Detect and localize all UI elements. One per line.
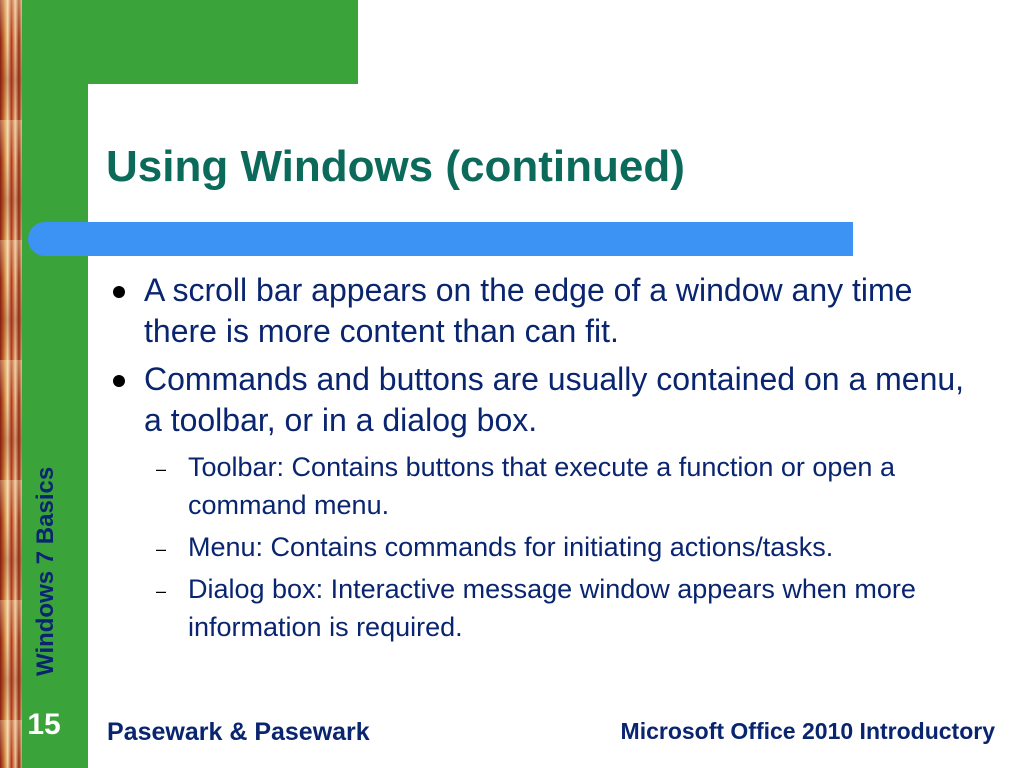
- footer-author: Pasewark & Pasewark: [107, 718, 370, 746]
- slide-title: Using Windows (continued): [106, 142, 685, 191]
- bullet-text: Commands and buttons are usually contained on a menu, a toolbar, or in a dialog box.: [144, 361, 965, 438]
- footer-course: Microsoft Office 2010 Introductory: [620, 718, 995, 744]
- title-underline-bar: [28, 222, 853, 256]
- sub-bullet-item: [106, 570, 986, 646]
- green-top-frame: [22, 0, 358, 84]
- bullet-text: A scroll bar appears on the edge of a window any time there is more content than can fit.: [144, 272, 913, 349]
- dash-marker-icon: –: [156, 459, 167, 479]
- decorative-flower-strip: [0, 0, 22, 768]
- bullet-item: [106, 359, 986, 441]
- sub-bullet-text: Toolbar: Contains buttons that execute a function or open a command menu.: [188, 452, 895, 520]
- bullet-item: [106, 270, 986, 352]
- sub-bullet-item: [106, 448, 986, 524]
- sub-bullet-item: [106, 528, 986, 566]
- sub-bullet-text: Menu: Contains commands for initiating actions/tasks.: [188, 532, 834, 562]
- dash-marker-icon: –: [156, 539, 167, 559]
- page-number: 15: [27, 708, 61, 741]
- sub-bullet-text: Dialog box: Interactive message window appears when more information is required.: [188, 574, 916, 642]
- bullet-dot-icon: [113, 286, 125, 298]
- dash-marker-icon: –: [156, 581, 167, 601]
- side-section-label: Windows 7 Basics: [32, 466, 59, 676]
- bullet-list: [106, 270, 986, 650]
- bullet-dot-icon: [113, 375, 125, 387]
